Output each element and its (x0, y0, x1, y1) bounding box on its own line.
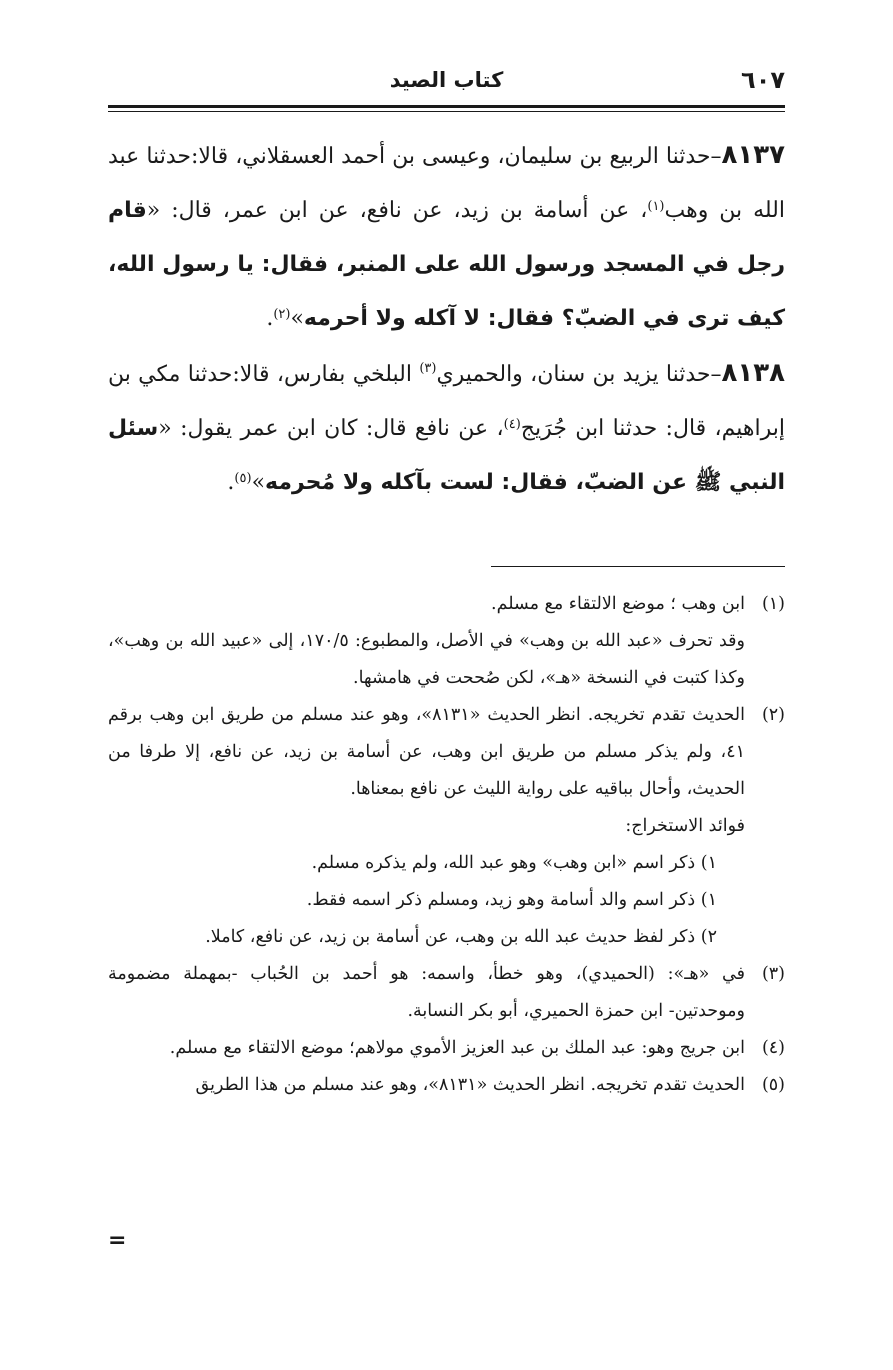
footnotes (108, 586, 785, 1104)
hadith-matn: قام رجل في المسجد ورسول الله على المنبر، فقال: يا رسول الله، كيف ترى في الضبّ؟ فقال: لا آكله ولا أحرمه (108, 198, 785, 331)
footnote-ref: (٢) (273, 307, 291, 322)
footnote-text: الحديث تقدم تخريجه. انظر الحديث «٨١٣١»، وهو عند مسلم من طريق ابن وهب برقم ٤١، ولم يذكر مسلم من طريق ابن وهب، عن أسامة بن زيد، عن نافع، إلا طرفا من الحديث، وأحال بباقيه على رواية الليث عن نافع بمعناها. (108, 705, 745, 799)
hadith-text: –حدثنا يزيد بن سنان، والحميري (436, 362, 722, 387)
footnote-text: ابن جريج وهو: عبد الملك بن عبد العزيز الأموي مولاهم؛ موضع الالتقاء مع مسلم. (169, 1038, 745, 1058)
hadith-text: ، عن أسامة بن زيد، عن نافع، عن ابن عمر، قال: « (146, 198, 648, 223)
footnote-label: (٤) (761, 1038, 785, 1058)
footnote-label: (١) (761, 594, 785, 614)
main-text (108, 128, 785, 510)
hadith-text: » (290, 306, 304, 331)
footnote-3 (108, 956, 785, 1030)
footnote-4 (108, 1030, 785, 1067)
benefit-item: ١) ذكر اسم والد أسامة وهو زيد، ومسلم ذكر اسمه فقط. (306, 890, 717, 910)
continuation-mark: = (108, 1228, 127, 1253)
header-rule-thick (108, 105, 785, 108)
hadith-text: » (251, 470, 266, 495)
hadith-text: . (266, 306, 274, 331)
hadith-text: البلخي بفارس، قالا:حدثنا مكي بن إبراهيم، قال: حدثنا ابن جُرَيج (108, 362, 785, 441)
hadith-matn: سئل النبي ﷺ عن الضبّ، فقال: لست بآكله ولا مُحرمه (108, 416, 785, 495)
header-rule-thin (108, 111, 785, 112)
footnote-label: (٢) (761, 705, 785, 725)
page-number: ٦٠٧ (741, 66, 785, 94)
benefit-item: ٢) ذكر لفظ حديث عبد الله بن وهب، عن أسامة بن زيد، عن نافع، كاملا. (205, 927, 717, 947)
footnote-5 (108, 1067, 785, 1104)
footnote-separator (491, 566, 785, 567)
hadith-text: –حدثنا الربيع بن سليمان، وعيسى بن أحمد العسقلاني، قالا:حدثنا عبد الله بن وهب (108, 144, 785, 223)
chapter-title: كتاب الصيد (389, 68, 504, 92)
footnote-1 (108, 586, 785, 697)
hadith-8138 (108, 346, 785, 510)
hadith-text: ، عن نافع قال: كان ابن عمر يقول: « (158, 416, 504, 441)
footnote-text: ابن وهب ؛ موضع الالتقاء مع مسلم. (491, 594, 745, 614)
hadith-number: ٨١٣٧ (721, 140, 785, 170)
footnote-ref: (١) (647, 199, 665, 214)
page-header (108, 66, 785, 100)
footnote-text: في «هـ»: (الحميدي)، وهو خطأ، واسمه: هو أحمد بن الحُباب -بمهملة مضمومة وموحدتين- ابن حمزة الحميري، أبو بكر النسابة. (108, 964, 745, 1021)
footnote-label: (٥) (761, 1075, 785, 1095)
hadith-8137 (108, 128, 785, 346)
hadith-number: ٨١٣٨ (721, 358, 785, 388)
footnote-text: وقد تحرف «عبد الله بن وهب» في الأصل، والمطبوع: ١٧٠/٥، إلى «عبيد الله بن وهب»، وكذا كتبت في النسخة «هـ»، لكن صُححت في هامشها. (108, 631, 745, 688)
hadith-text: . (227, 470, 235, 495)
footnote-text: الحديث تقدم تخريجه. انظر الحديث «٨١٣١»، وهو عند مسلم من هذا الطريق (195, 1075, 745, 1095)
benefit-item: ١) ذكر اسم «ابن وهب» وهو عبد الله، ولم يذكره مسلم. (311, 853, 717, 873)
benefits-title: فوائد الاستخراج: (625, 816, 745, 836)
footnote-ref: (٥) (234, 471, 252, 486)
footnote-ref: (٤) (503, 417, 521, 432)
footnote-2 (108, 697, 785, 808)
footnote-ref: (٣) (419, 361, 437, 376)
footnote-label: (٣) (761, 964, 785, 984)
